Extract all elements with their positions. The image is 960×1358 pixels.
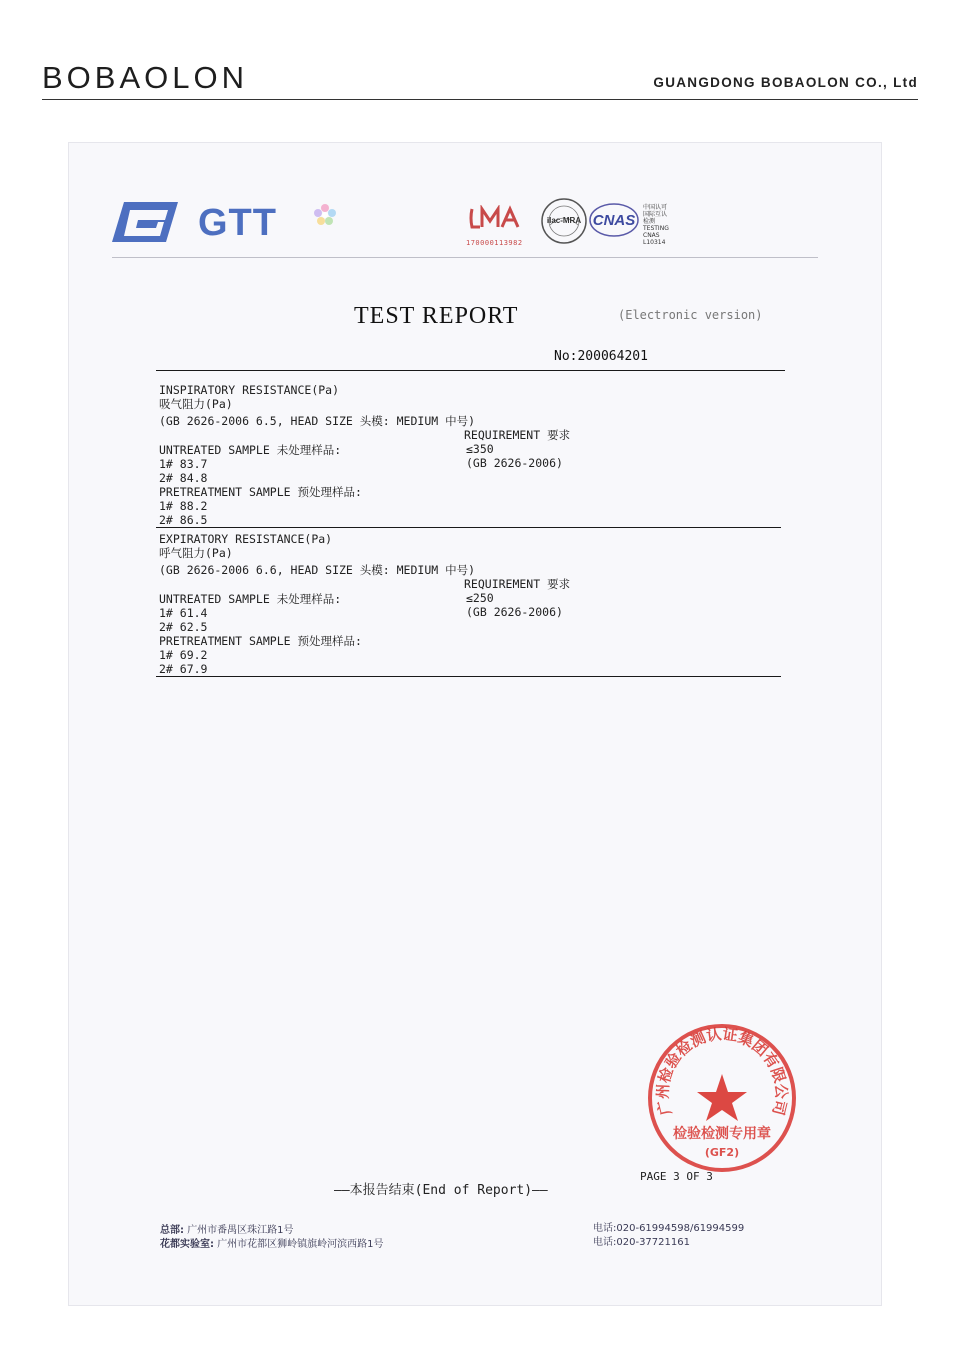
svg-text:广州检验检测认证集团有限公司: 广州检验检测认证集团有限公司	[653, 1025, 791, 1118]
sample-result: 1# 61.4	[159, 606, 208, 620]
gtt-flower-icon	[313, 203, 337, 227]
pretreated-label: PRETREATMENT SAMPLE 预处理样品:	[159, 485, 362, 499]
lab-address: 广州市花都区狮岭镇旗岭河滨西路1号	[217, 1239, 384, 1250]
cma-number: 170000113982	[466, 239, 523, 247]
section-heading-en: INSPIRATORY RESISTANCE(Pa)	[159, 383, 340, 397]
sample-result: 2# 62.5	[159, 620, 208, 634]
section-divider	[156, 527, 781, 528]
footer-lab	[160, 1235, 384, 1250]
end-of-report: ——本报告结束(End of Report)——	[334, 1183, 548, 1198]
hq-address: 广州市番禺区珠江路1号	[187, 1225, 294, 1236]
version-note: (Electronic version)	[618, 308, 763, 322]
svg-text:CNAS: CNAS	[592, 212, 636, 229]
section-heading-cn: 吸气阻力(Pa)	[159, 397, 233, 411]
pretreated-label: PRETREATMENT SAMPLE 预处理样品:	[159, 634, 362, 648]
lab-label: 花都实验室:	[160, 1239, 214, 1250]
official-seal-icon	[646, 1022, 798, 1174]
untreated-label: UNTREATED SAMPLE 未处理样品:	[159, 592, 342, 606]
hq-label: 总部:	[160, 1225, 184, 1236]
sample-result: 2# 86.5	[159, 513, 208, 527]
svg-text:ilac-MRA: ilac-MRA	[546, 216, 582, 225]
report-title: TEST REPORT	[354, 303, 519, 329]
test-method: (GB 2626-2006 6.5, HEAD SIZE 头模: MEDIUM 中号)	[159, 414, 476, 428]
table-bottom-rule	[156, 676, 781, 677]
footer-tel-hq: 电话:020-61994598/61994599	[593, 1223, 745, 1234]
sample-result: 1# 69.2	[159, 648, 208, 662]
brand-logo: BOBAOLON	[42, 60, 248, 95]
svg-text:检验检测专用章: 检验检测专用章	[673, 1126, 771, 1142]
svg-text:(GF2): (GF2)	[704, 1146, 740, 1159]
footer-hq	[160, 1221, 294, 1236]
sample-result: 1# 83.7	[159, 457, 208, 471]
untreated-label: UNTREATED SAMPLE 未处理样品:	[159, 443, 342, 457]
requirement-value: ≤350	[466, 442, 494, 456]
cnas-mark-icon	[588, 200, 640, 240]
sheet-header-divider	[112, 257, 818, 258]
test-method: (GB 2626-2006 6.6, HEAD SIZE 头模: MEDIUM 中号)	[159, 563, 476, 577]
sample-result: 2# 84.8	[159, 471, 208, 485]
sample-result: 2# 67.9	[159, 662, 208, 676]
cnas-caption: 中国认可 国际互认 检测 TESTING CNAS L10314	[643, 204, 669, 246]
cma-mark-icon	[468, 205, 524, 231]
gtt-logo-icon	[110, 200, 180, 244]
requirement-standard: (GB 2626-2006)	[466, 605, 563, 619]
requirement-value: ≤250	[466, 591, 494, 605]
report-number: No:200064201	[554, 349, 648, 364]
section-heading-en: EXPIRATORY RESISTANCE(Pa)	[159, 532, 333, 546]
table-top-rule	[156, 370, 785, 371]
page-number: PAGE 3 OF 3	[640, 1170, 713, 1183]
requirement-label: REQUIREMENT 要求	[464, 428, 571, 442]
company-name: GUANGDONG BOBAOLON CO., Ltd	[653, 75, 918, 90]
footer-tel-lab: 电话:020-37721161	[593, 1237, 690, 1248]
requirement-label: REQUIREMENT 要求	[464, 577, 571, 591]
requirement-standard: (GB 2626-2006)	[466, 456, 563, 470]
brand-divider	[42, 99, 918, 100]
sample-result: 1# 88.2	[159, 499, 208, 513]
gtt-logo-text: GTT	[198, 202, 277, 244]
ilac-mra-icon	[540, 197, 588, 245]
section-heading-cn: 呼气阻力(Pa)	[159, 546, 233, 560]
